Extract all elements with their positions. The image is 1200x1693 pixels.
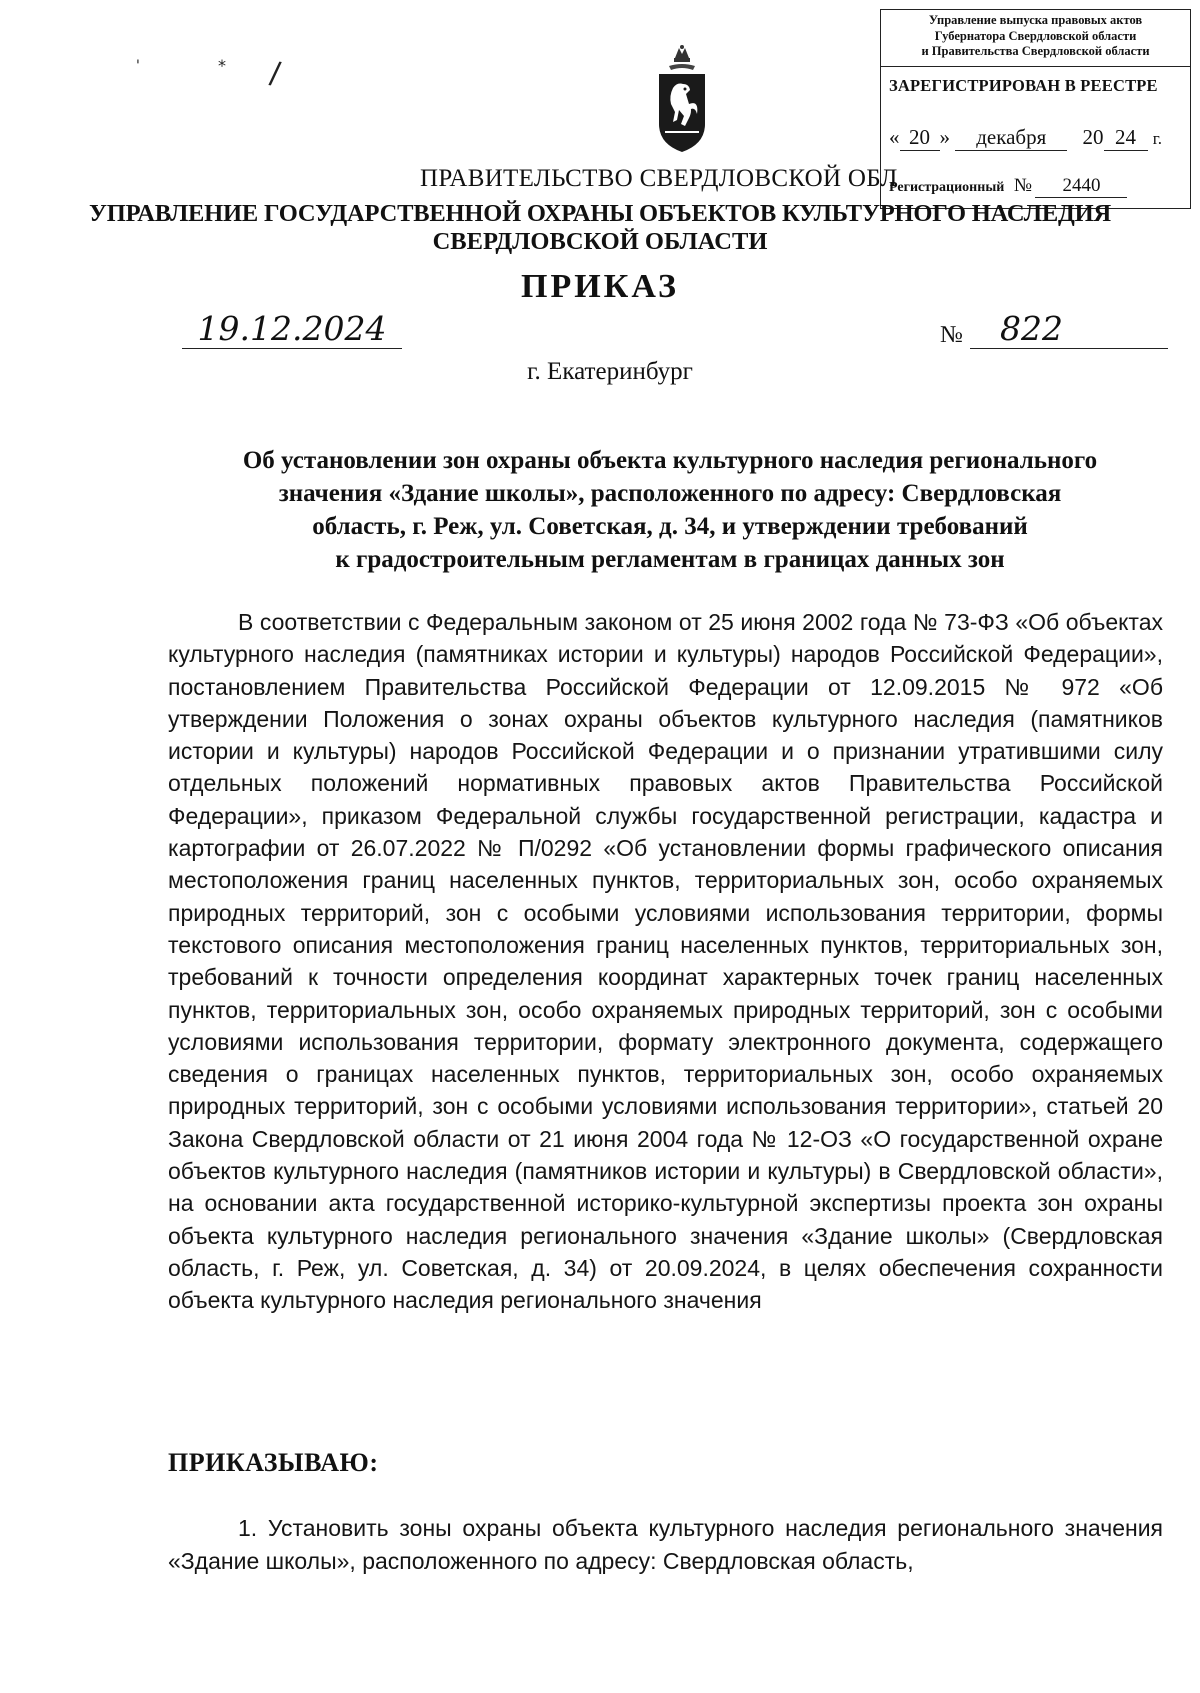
preamble-body [168,606,1163,1317]
scan-dot-mark: ' [136,58,140,74]
stamp-header-line3: и Правительства Свердловской области [921,44,1150,58]
government-heading: ПРАВИТЕЛЬСТВО СВЕРДЛОВСКОЙ ОБЛ [420,165,898,192]
order-subject [170,444,1170,576]
scan-slash-mark: / [267,55,283,92]
order-city: г. Екатеринбург [527,358,693,385]
stamp-date [889,125,1189,151]
stamp-date-day: 20 [900,125,940,151]
stamp-date-open-quote: « [889,125,900,149]
subject-line2: значения «Здание школы», расположенного по адресу: Свердловская [278,480,1062,507]
stamp-date-year-unit: г. [1152,129,1163,148]
subject-line3: область, г. Реж, ул. Советская, д. 34, и утверждении требований [312,513,1028,540]
stamp-reg-number-value: 2440 [1035,175,1127,198]
order-item-1-text: 1. Установить зоны охраны объекта культурного наследия регионального значения «Здание школы», расположенного по адресу: Свердловская область, [168,1515,1163,1574]
stamp-header-line2: Губернатора Свердловской области [934,28,1137,43]
stamp-date-year-suffix: 24 [1104,125,1148,151]
order-number-sign: № [940,322,963,348]
stamp-reg-label: Регистрационный [889,180,1005,195]
sverdlovsk-coat-of-arms-icon [655,44,709,154]
department-heading-line2: СВЕРДЛОВСКОЙ ОБЛАСТИ [432,228,768,255]
scan-asterisk-mark: * [218,56,226,75]
subject-line1: Об установлении зон охраны объекта культурного наследия регионального [242,447,1098,474]
stamp-reg-num-sign: № [1013,175,1032,196]
order-number-handwritten: 822 [970,310,1168,349]
subject-line4: к градостроительным регламентам в границах данных зон [335,546,1005,573]
order-item-1 [168,1512,1163,1578]
stamp-header-line1: Управление выпуска правовых актов [928,13,1143,27]
stamp-header [881,10,1190,67]
stamp-date-close-quote: » [939,125,950,149]
department-heading-line1: УПРАВЛЕНИЕ ГОСУДАРСТВЕННОЙ ОХРАНЫ ОБЪЕКТОВ КУЛЬТУРНОГО НАСЛЕДИЯ [89,200,1111,227]
stamp-registered-label: ЗАРЕГИСТРИРОВАН В РЕЕСТРЕ [889,76,1158,95]
document-type-title: ПРИКАЗ [521,268,679,305]
stamp-date-year-prefix: 20 [1082,125,1104,149]
decree-heading: ПРИКАЗЫВАЮ: [168,1448,379,1477]
order-date-handwritten: 19.12.2024 [182,310,402,349]
stamp-date-month: декабря [955,125,1067,151]
preamble-paragraph: В соответствии с Федеральным законом от 25 июня 2002 года № 73-ФЗ «Об объектах культурного наследия (памятниках истории и культуры) народов Российской Федерации», постановлением Правительства Российской Федерации от 12.09.2015 № 972 «Об утверждении Положения о зонах охраны объектов культурного наследия (памятников истории и культуры) народов Российской Федерации и о признании утратившими силу отдельных положений нормативных правовых актов Правительства Российской Федерации», приказом Федеральной службы государственной регистрации, кадастра и картографии от 26.07.2022 № П/0292 «Об установлении формы графического описания местоположения границ населенных пунктов, территориальных зон, особо охраняемых природных территорий, зон с особыми условиями использования территории, формы текстового описания местоположения границ населенных пунктов, территориальных зон, требований к точности определения координат характерных точек границ населенных пунктов, территориальных зон, особо охраняемых природных территорий, зон с особыми условиями использования территории, формату электронного документа, содержащего сведения о границах населенных пунктов, территориальных зон, особо охраняемых природных территорий, зон с особыми условиями использования территории», статьей 20 Закона Свердловской области от 21 июня 2004 года № 12-ОЗ «О государственной охране объектов культурного наследия (памятников истории и культуры) в Свердловской области», на основании акта государственной историко-культурной экспертизы проекта зон охраны объекта культурного наследия регионального значения «Здание школы» (Свердловская область, г. Реж, ул. Советская, д. 34) от 20.09.2024, в целях обеспечения сохранности объекта культурного наследия регионального значения [168,609,1163,1314]
